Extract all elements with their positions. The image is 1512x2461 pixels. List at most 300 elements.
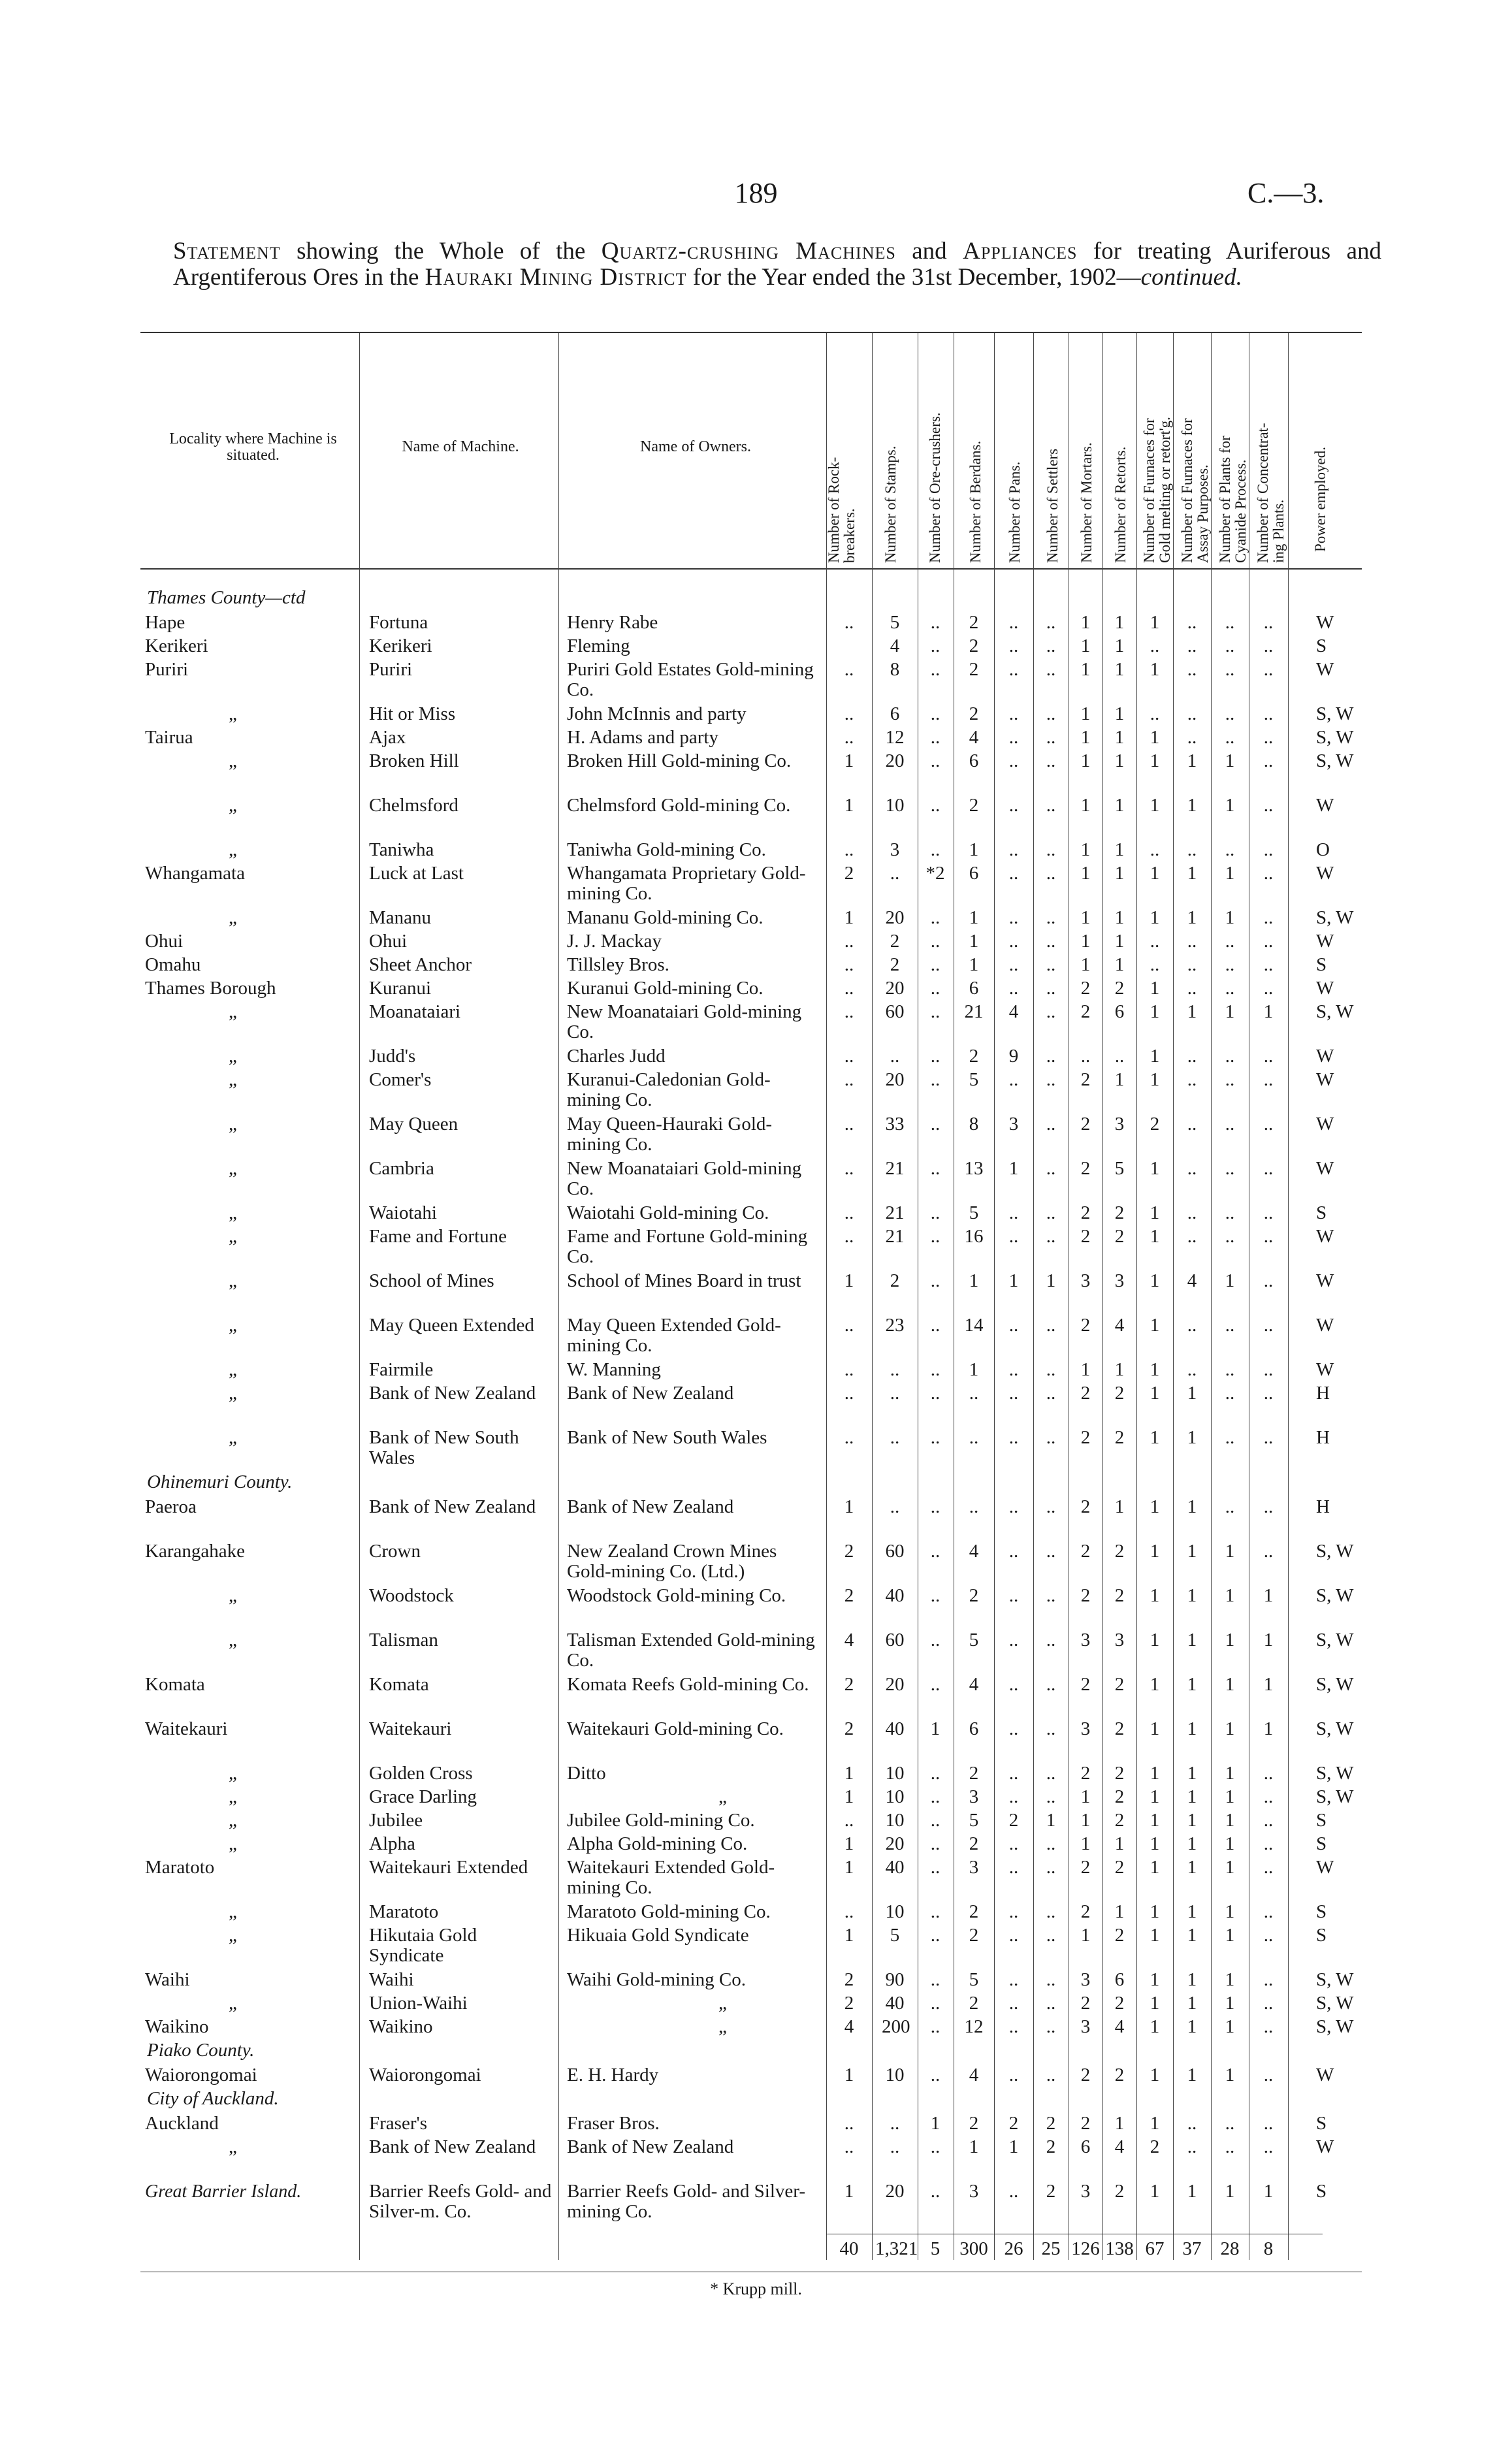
locality-cell: „ (229, 1070, 237, 1090)
count-cell: 21 (885, 1202, 905, 1223)
count-cell: 1 (1263, 1674, 1274, 1695)
count-cell: .. (1008, 1202, 1019, 1223)
count-cell: 1 (844, 2065, 854, 2085)
owner-cell: Waitekauri Extended Gold-mining Co. (567, 1858, 775, 1898)
count-cell: 2 (844, 1585, 854, 1606)
count-cell: 2 (1080, 1857, 1091, 1878)
count-cell: .. (1150, 635, 1160, 656)
count-cell: 90 (885, 1969, 905, 1990)
count-cell: 1 (1150, 1993, 1160, 2014)
count-cell: .. (930, 907, 941, 928)
count-cell: 1 (1187, 1786, 1197, 1807)
table-row (0, 1902, 1512, 1924)
table-row (0, 1159, 1512, 1202)
count-cell: .. (1046, 2016, 1056, 2037)
count-cell: .. (930, 1427, 941, 1448)
count-cell: 40 (885, 1857, 905, 1878)
col-header-cyanide (1217, 436, 1249, 563)
table-row (0, 1834, 1512, 1856)
count-cell: 2 (844, 1969, 854, 1990)
col-header-furnaces-gold-1: Number of Furnaces for (1141, 418, 1157, 563)
count-cell: 1 (1187, 1969, 1197, 1990)
count-cell: 1 (1114, 1496, 1125, 1517)
count-cell: 2 (1114, 1202, 1125, 1223)
count-cell: 1 (1080, 612, 1091, 633)
count-cell: 1 (1225, 1786, 1235, 1807)
count-cell: .. (1008, 659, 1019, 680)
count-cell: .. (1263, 931, 1274, 952)
count-cell: 2 (1008, 2113, 1019, 2134)
count-cell: 1 (1114, 931, 1125, 952)
count-cell: .. (1263, 1270, 1274, 1291)
count-cell: .. (1263, 1158, 1274, 1179)
table-row (0, 1046, 1512, 1069)
locality-cell: „ (229, 1114, 237, 1134)
machine-cell: Fairmile (369, 1360, 434, 1380)
count-cell: 1 (1150, 2065, 1160, 2085)
total-cell: 5 (930, 2238, 941, 2259)
table-row (0, 1630, 1512, 1673)
count-cell: 1 (844, 907, 854, 928)
table-row (0, 1203, 1512, 1225)
count-cell: .. (930, 1158, 941, 1179)
total-cell: 300 (959, 2238, 988, 2259)
heading-word: Statement (173, 238, 281, 265)
count-cell: 6 (1080, 2136, 1091, 2157)
count-cell: .. (1187, 1202, 1197, 1223)
heading-text: for the Year ended the 31st December, 1902— (686, 264, 1141, 291)
count-cell: 9 (1008, 1046, 1019, 1067)
heading-word: Quartz-crushing (601, 238, 779, 265)
owner-cell: Talisman Extended Gold-mining Co. (567, 1630, 815, 1671)
machine-cell: Fame and Fortune (369, 1227, 507, 1247)
count-cell: 1 (1114, 727, 1125, 748)
count-cell: .. (1263, 1993, 1274, 2014)
count-cell: .. (1187, 1069, 1197, 1090)
count-cell: 2 (1080, 1114, 1091, 1134)
table-row (0, 1070, 1512, 1113)
count-cell: 2 (844, 1541, 854, 1562)
power-cell: S (1316, 954, 1327, 975)
count-cell: .. (1225, 954, 1235, 975)
count-cell: .. (930, 954, 941, 975)
power-cell: S, W (1316, 907, 1354, 928)
count-cell: .. (930, 2181, 941, 2202)
count-cell: .. (1187, 1315, 1197, 1336)
locality-cell: Waikino (145, 2017, 209, 2037)
count-cell: .. (1008, 1359, 1019, 1380)
owner-cell: Alpha Gold-mining Co. (567, 1834, 748, 1854)
count-cell: 1 (844, 1857, 854, 1878)
count-cell: 1 (1187, 1718, 1197, 1739)
count-cell: .. (930, 1786, 941, 1807)
count-cell: 1 (1080, 635, 1091, 656)
count-cell: .. (930, 1202, 941, 1223)
count-cell: .. (1263, 1427, 1274, 1448)
table-row (0, 908, 1512, 930)
count-cell: .. (1008, 1993, 1019, 2014)
count-cell: 5 (969, 1630, 979, 1650)
power-cell: S (1316, 1202, 1327, 1223)
machine-cell: Waihi (369, 1970, 414, 1990)
count-cell: 2 (1080, 1226, 1091, 1247)
header-bottom-rule (140, 568, 1362, 570)
count-cell: 20 (885, 978, 905, 999)
count-cell: .. (1263, 703, 1274, 724)
count-cell: 3 (1080, 1969, 1091, 1990)
count-cell: 2 (844, 863, 854, 884)
owner-cell: Bank of New Zealand (567, 1497, 734, 1517)
count-cell: .. (1263, 1383, 1274, 1404)
count-cell: 1 (1080, 750, 1091, 771)
count-cell: .. (844, 839, 854, 860)
locality-cell: „ (229, 1428, 237, 1448)
count-cell: 2 (890, 1270, 900, 1291)
locality-cell: „ (229, 1315, 237, 1336)
count-cell: 10 (885, 1763, 905, 1784)
count-cell: 2 (1080, 1496, 1091, 1517)
count-cell: 6 (890, 703, 900, 724)
count-cell: 5 (890, 1925, 900, 1946)
count-cell: 2 (1080, 1202, 1091, 1223)
count-cell: .. (930, 931, 941, 952)
col-header-berdans: Number of Berdans. (967, 440, 984, 563)
machine-cell: Kuranui (369, 978, 432, 999)
count-cell: .. (1008, 1226, 1019, 1247)
count-cell: 10 (885, 2065, 905, 2085)
total-cell: 1,321 (875, 2238, 918, 2259)
count-cell: 4 (1114, 2016, 1125, 2037)
count-cell: .. (1008, 1901, 1019, 1922)
count-cell: 1 (1187, 2065, 1197, 2085)
machine-cell: May Queen (369, 1114, 458, 1134)
count-cell: .. (1263, 727, 1274, 748)
owner-cell: Fraser Bros. (567, 2114, 660, 2134)
power-cell: S (1316, 635, 1327, 656)
count-cell: .. (1263, 907, 1274, 928)
count-cell: .. (1046, 1383, 1056, 1404)
count-cell: 1 (1187, 1001, 1197, 1022)
locality-cell: „ (229, 1902, 237, 1922)
locality-cell: Maratoto (145, 1858, 215, 1878)
total-cell: 8 (1263, 2238, 1274, 2259)
power-cell: W (1316, 931, 1334, 952)
count-cell: .. (1046, 1786, 1056, 1807)
count-cell: 1 (1225, 1270, 1235, 1291)
table-row (0, 1497, 1512, 1540)
count-cell: .. (1187, 2113, 1197, 2134)
count-cell: .. (1263, 1496, 1274, 1517)
owner-cell: Fame and Fortune Gold-mining Co. (567, 1227, 808, 1267)
count-cell: 1 (1187, 795, 1197, 816)
count-cell: 1 (1150, 795, 1160, 816)
count-cell: .. (1263, 2113, 1274, 2134)
count-cell: .. (1263, 1226, 1274, 1247)
machine-cell: Bank of New Zealand (369, 2137, 536, 2157)
count-cell: .. (930, 1763, 941, 1784)
count-cell: 1 (1187, 2181, 1197, 2202)
count-cell: .. (1225, 1046, 1235, 1067)
count-cell: 1 (1114, 863, 1125, 884)
count-cell: .. (1008, 1786, 1019, 1807)
owner-cell: Puriri Gold Estates Gold-mining Co. (567, 660, 814, 700)
count-cell: .. (930, 1833, 941, 1854)
count-cell: 6 (969, 1718, 979, 1739)
owner-cell: New Moanataiari Gold-mining Co. (567, 1159, 802, 1199)
owner-cell: May Queen Extended Gold-mining Co. (567, 1315, 781, 1356)
power-cell: S, W (1316, 1718, 1354, 1739)
count-cell: 1 (844, 750, 854, 771)
owner-cell: Bank of New South Wales (567, 1428, 767, 1448)
count-cell: 1 (969, 907, 979, 928)
count-cell: .. (1046, 1718, 1056, 1739)
owner-cell: Waitekauri Gold-mining Co. (567, 1719, 784, 1739)
count-cell: 1 (1150, 1001, 1160, 1022)
count-cell: .. (1225, 727, 1235, 748)
count-cell: 1 (844, 795, 854, 816)
heading-text: and (895, 238, 963, 265)
count-cell: .. (969, 1383, 979, 1404)
count-cell: .. (1008, 1833, 1019, 1854)
count-cell: 4 (890, 635, 900, 656)
count-cell: .. (1046, 1496, 1056, 1517)
machine-cell: Union-Waihi (369, 1993, 468, 2014)
count-cell: .. (930, 703, 941, 724)
owner-cell: „ (718, 2017, 727, 2037)
count-cell: 1 (1080, 659, 1091, 680)
count-cell: .. (844, 978, 854, 999)
county-heading (0, 2089, 1512, 2112)
count-cell: 1 (1150, 1786, 1160, 1807)
owner-cell: Jubilee Gold-mining Co. (567, 1810, 755, 1831)
machine-cell: Waikino (369, 2017, 433, 2037)
power-cell: W (1316, 1270, 1334, 1291)
count-cell: .. (1008, 1969, 1019, 1990)
machine-cell: Sheet Anchor (369, 955, 472, 975)
count-cell: 4 (1114, 1315, 1125, 1336)
count-cell: .. (930, 1925, 941, 1946)
count-cell: .. (1187, 659, 1197, 680)
count-cell: .. (1263, 1857, 1274, 1878)
count-cell: 60 (885, 1541, 905, 1562)
count-cell: .. (930, 1315, 941, 1336)
col-header-locality: Locality where Machine is situated. (169, 430, 337, 464)
power-cell: W (1316, 1359, 1334, 1380)
machine-cell: Hikutaia Gold Syndicate (369, 1925, 477, 1966)
owner-cell: Komata Reefs Gold-mining Co. (567, 1675, 809, 1695)
locality-cell: „ (229, 1383, 237, 1404)
count-cell: 2 (1080, 1585, 1091, 1606)
count-cell: 1 (1008, 2136, 1019, 2157)
count-cell: .. (930, 1630, 941, 1650)
count-cell: 2 (1114, 1810, 1125, 1831)
total-cell: 138 (1105, 2238, 1134, 2259)
owner-cell: Whangamata Proprietary Gold-mining Co. (567, 863, 806, 904)
county-name: Ohinemuri County. (147, 1472, 293, 1492)
count-cell: 2 (1114, 1786, 1125, 1807)
count-cell: 1 (1080, 1833, 1091, 1854)
power-cell: S, W (1316, 1585, 1354, 1606)
table-row (0, 1114, 1512, 1157)
power-cell: W (1316, 1857, 1334, 1878)
owner-cell: E. H. Hardy (567, 2065, 659, 2085)
count-cell: 1 (1263, 1585, 1274, 1606)
count-cell: 1 (1150, 1046, 1160, 1067)
count-cell: 1 (1225, 750, 1235, 771)
locality-cell: „ (229, 1787, 237, 1807)
count-cell: .. (1225, 1158, 1235, 1179)
count-cell: 6 (969, 863, 979, 884)
count-cell: .. (1046, 1427, 1056, 1448)
count-cell: .. (1187, 1226, 1197, 1247)
count-cell: .. (1225, 1069, 1235, 1090)
owner-cell: Charles Judd (567, 1046, 666, 1067)
count-cell: 1 (1225, 1901, 1235, 1922)
count-cell: 2 (1080, 2113, 1091, 2134)
col-header-furnaces-assay (1180, 418, 1211, 563)
power-cell: W (1316, 659, 1334, 680)
count-cell: 1 (1187, 1763, 1197, 1784)
col-header-mortars: Number of Mortars. (1078, 442, 1095, 563)
count-cell: 1 (1225, 2181, 1235, 2202)
power-cell: W (1316, 1158, 1334, 1179)
count-cell: .. (1263, 750, 1274, 771)
count-cell: 2 (969, 635, 979, 656)
count-cell: 1 (1114, 954, 1125, 975)
count-cell: 1 (1150, 750, 1160, 771)
table-row (0, 636, 1512, 658)
count-cell: 1 (1008, 1270, 1019, 1291)
owner-cell: H. Adams and party (567, 728, 718, 748)
count-cell: 2 (969, 1763, 979, 1784)
machine-cell: Broken Hill (369, 751, 459, 771)
power-cell: H (1316, 1496, 1330, 1517)
count-cell: 1 (1225, 2016, 1235, 2037)
count-cell: 1 (1187, 1541, 1197, 1562)
count-cell: 10 (885, 1901, 905, 1922)
count-cell: .. (1114, 1046, 1125, 1067)
locality-cell: „ (229, 1925, 237, 1946)
count-cell: 3 (1080, 1718, 1091, 1739)
count-cell: 1 (1150, 2016, 1160, 2037)
locality-cell: „ (229, 2137, 237, 2157)
col-header-concentrating (1255, 423, 1287, 563)
owner-cell: New Zealand Crown Mines Gold-mining Co. (Ltd.) (567, 1541, 777, 1582)
count-cell: 1 (1187, 1901, 1197, 1922)
locality-cell: Karangahake (145, 1541, 245, 1562)
count-cell: 1 (1187, 2016, 1197, 2037)
count-cell: 2 (1080, 1383, 1091, 1404)
machine-cell: Judd's (369, 1046, 416, 1067)
count-cell: .. (1187, 2136, 1197, 2157)
table-row (0, 660, 1512, 703)
table-row (0, 1428, 1512, 1471)
count-cell: 1 (1225, 1763, 1235, 1784)
table-row (0, 955, 1512, 977)
count-cell: .. (844, 1427, 854, 1448)
count-cell: .. (1263, 1833, 1274, 1854)
owner-cell: Broken Hill Gold-mining Co. (567, 751, 792, 771)
count-cell: .. (1008, 1925, 1019, 1946)
count-cell: .. (844, 703, 854, 724)
power-cell: W (1316, 1069, 1334, 1090)
county-name: Thames County—ctd (147, 588, 306, 608)
count-cell: 1 (1150, 1359, 1160, 1380)
count-cell: .. (1187, 1359, 1197, 1380)
count-cell: 1 (844, 1786, 854, 1807)
count-cell: *2 (925, 863, 945, 884)
count-cell: 1 (1114, 1833, 1125, 1854)
count-cell: .. (930, 978, 941, 999)
count-cell: .. (1046, 1114, 1056, 1134)
count-cell: 5 (890, 612, 900, 633)
count-cell: .. (1046, 1541, 1056, 1562)
count-cell: .. (1008, 1383, 1019, 1404)
table-row (0, 1002, 1512, 1045)
count-cell: .. (1046, 1901, 1056, 1922)
count-cell: .. (1008, 1496, 1019, 1517)
count-cell: .. (844, 931, 854, 952)
power-cell: S, W (1316, 1630, 1354, 1650)
locality-cell: „ (229, 796, 237, 816)
count-cell: .. (1008, 1718, 1019, 1739)
owner-cell: „ (718, 1787, 727, 1807)
count-cell: 2 (1008, 1810, 1019, 1831)
col-header-stamps: Number of Stamps. (882, 445, 899, 563)
count-cell: .. (1225, 1226, 1235, 1247)
machine-cell: Kerikeri (369, 636, 432, 656)
count-cell: 2 (1114, 1763, 1125, 1784)
power-cell: W (1316, 795, 1334, 816)
count-cell: 10 (885, 1810, 905, 1831)
count-cell: 21 (885, 1226, 905, 1247)
count-cell: 3 (1114, 1270, 1125, 1291)
count-cell: .. (1225, 703, 1235, 724)
power-cell: W (1316, 1114, 1334, 1134)
count-cell: .. (1225, 1202, 1235, 1223)
power-cell: S, W (1316, 1969, 1354, 1990)
count-cell: 2 (844, 1993, 854, 2014)
count-cell: .. (1225, 1114, 1235, 1134)
heading-word: Machines (779, 238, 896, 265)
count-cell: .. (930, 795, 941, 816)
count-cell: .. (930, 1810, 941, 1831)
table-row (0, 1271, 1512, 1314)
power-cell: S (1316, 1925, 1327, 1946)
heading-text: for treating Auriferous and Argentiferous Ores in the (173, 238, 1381, 291)
count-cell: 3 (1008, 1114, 1019, 1134)
count-cell: .. (1263, 1810, 1274, 1831)
count-cell: .. (1187, 612, 1197, 633)
statement-heading (173, 238, 1381, 291)
machine-cell: Comer's (369, 1070, 432, 1090)
count-cell: 1 (1080, 1359, 1091, 1380)
count-cell: .. (1263, 1786, 1274, 1807)
count-cell: 1 (1187, 1585, 1197, 1606)
count-cell: 2 (969, 1585, 979, 1606)
count-cell: .. (844, 1046, 854, 1067)
count-cell: .. (930, 1993, 941, 2014)
count-cell: .. (1263, 839, 1274, 860)
count-cell: .. (844, 1158, 854, 1179)
count-cell: 6 (1114, 1969, 1125, 1990)
count-cell: 1 (844, 2181, 854, 2202)
table-row (0, 978, 1512, 1001)
locality-cell: Whangamata (145, 863, 245, 884)
locality-cell: Kerikeri (145, 636, 208, 656)
table-top-rule (140, 332, 1362, 333)
count-cell: 1 (969, 839, 979, 860)
